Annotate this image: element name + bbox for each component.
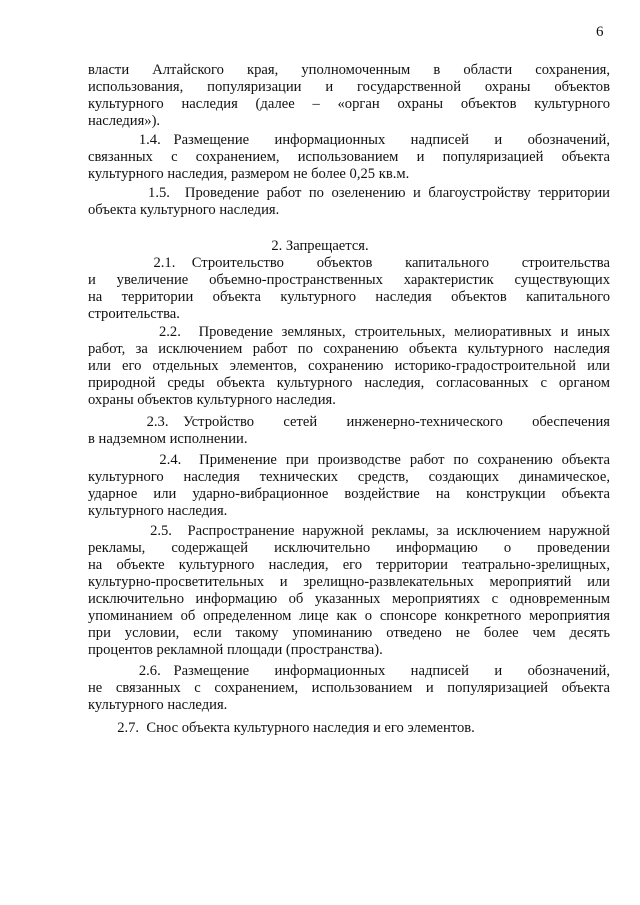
text-line: 1.5. Проведение работ по озеленению и благоустройству территории bbox=[88, 185, 610, 201]
text-line: 1.4. Размещение информационных надписей и обозначений, bbox=[88, 132, 610, 148]
text-line: культурного наследия. bbox=[88, 697, 228, 713]
text-line: на территории объекта культурного наследия объектов капитального bbox=[88, 289, 610, 305]
text-line: 2.1. Строительство объектов капитального строительства bbox=[88, 255, 610, 271]
text-line: и увеличение объемно-пространственных характеристик существующих bbox=[88, 272, 610, 288]
text-line: культурного наследия технических средств, создающих динамическое, bbox=[88, 469, 610, 485]
text-line: культурного наследия. bbox=[88, 503, 228, 519]
text-line: на объекте культурного наследия, его территории театрально-зрелищных, bbox=[88, 557, 610, 573]
text-line: 2.2. Проведение земляных, строительных, мелиоративных и иных bbox=[88, 324, 610, 340]
text-line: 2.4. Применение при производстве работ по сохранению объекта bbox=[88, 452, 610, 468]
text-line: при условии, если такому упоминанию отведено не более чем десять bbox=[88, 625, 610, 641]
text-line: в надземном исполнении. bbox=[88, 431, 248, 447]
text-line: не связанных с сохранением, использованием и популяризацией объекта bbox=[88, 680, 610, 696]
text-line: работ, за исключением работ по сохранению объекта культурного наследия bbox=[88, 341, 610, 357]
text-line: власти Алтайского края, уполномоченным в области сохранения, bbox=[88, 62, 610, 78]
text-line: культурно-просветительных и зрелищно-развлекательных мероприятий или bbox=[88, 574, 610, 590]
text-line: исключительно информацию об указанных мероприятиях с одновременным bbox=[88, 591, 610, 607]
text-line: культурного наследия (далее – «орган охраны объектов культурного bbox=[88, 96, 610, 112]
text-line: процентов рекламной площади (пространства). bbox=[88, 642, 383, 658]
text-line: связанных с сохранением, использованием и популяризацией объекта bbox=[88, 149, 610, 165]
text-line: использования, популяризации и государственной охраны объектов bbox=[88, 79, 610, 95]
text-line: 2.3. Устройство сетей инженерно-технического обеспечения bbox=[88, 414, 610, 430]
text-line: охраны объектов культурного наследия. bbox=[88, 392, 336, 408]
text-line: ударное или ударно-вибрационное воздействие на конструкции объекта bbox=[88, 486, 610, 502]
page-number: 6 bbox=[596, 24, 604, 40]
text-line: упоминанием об определенном лице как о спонсоре конкретного мероприятия bbox=[88, 608, 610, 624]
text-line: рекламы, содержащей исключительно информацию о проведении bbox=[88, 540, 610, 556]
text-line: строительства. bbox=[88, 306, 180, 322]
text-line: 2.6. Размещение информационных надписей и обозначений, bbox=[88, 663, 610, 679]
text-line: 2.7. Снос объекта культурного наследия и его элементов. bbox=[88, 720, 475, 736]
text-line: наследия»). bbox=[88, 113, 161, 129]
text-line: или его отдельных элементов, сохранению историко-градостроительной или bbox=[88, 358, 610, 374]
text-line: 2.5. Распространение наружной рекламы, за исключением наружной bbox=[88, 523, 610, 539]
text-line: объекта культурного наследия. bbox=[88, 202, 280, 218]
text-line: культурного наследия, размером не более 0,25 кв.м. bbox=[88, 166, 410, 182]
section-heading: 2. Запрещается. bbox=[271, 238, 369, 254]
text-line: природной среды объекта культурного наследия, согласованных с органом bbox=[88, 375, 610, 391]
